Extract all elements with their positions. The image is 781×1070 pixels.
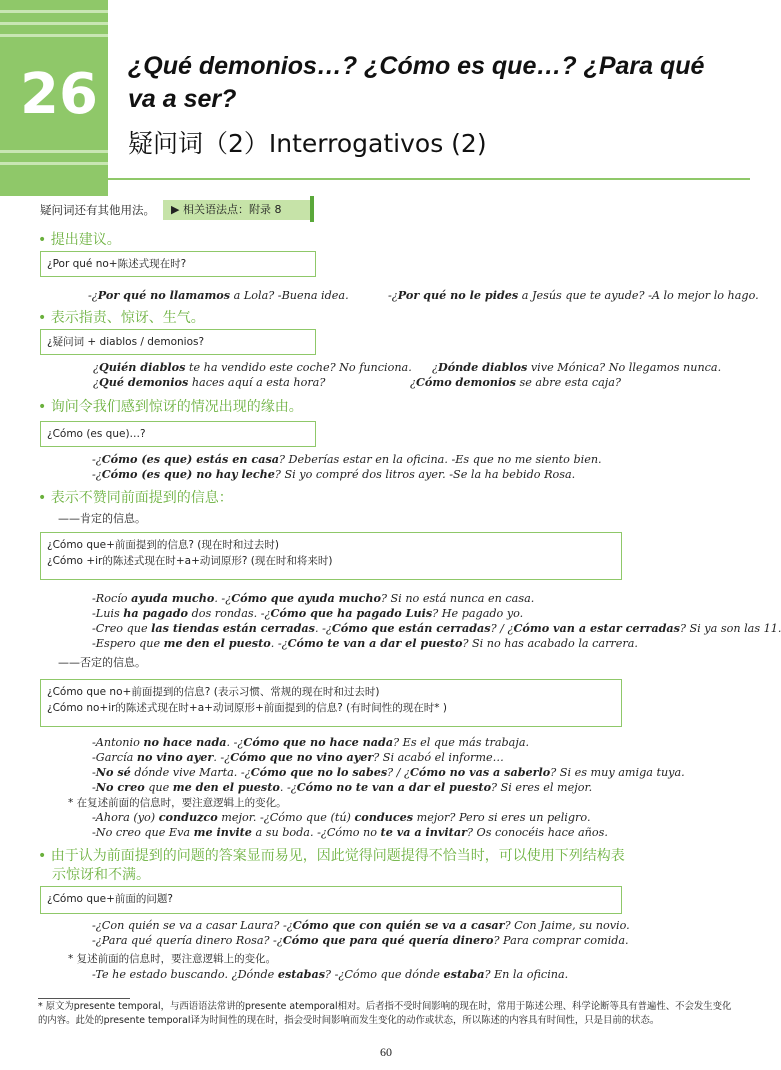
example-line: -¿Cómo (es que) estás en casa? Deberías estar en la oficina. -Es que no me siento bien. (92, 452, 602, 466)
chapter-number: 26 (20, 62, 98, 127)
tip-accent-bar (310, 196, 314, 222)
page-number: 60 (380, 1045, 392, 1059)
pattern-line: ¿Cómo +ir的陈述式现在时+a+动词原形? (现在时和将来时) (47, 555, 333, 567)
decor-stripe (0, 162, 108, 165)
example-line: ¿Cómo demonios se abre esta caja? (410, 375, 621, 389)
affirmative-examples (92, 591, 781, 651)
example-line: -Te he estado buscando. ¿Dónde estabas? -¿Cómo que dónde estaba? En la oficina. (92, 967, 569, 981)
pattern-box: ¿Cómo que+前面的问题? (40, 886, 622, 914)
section-heading-reproach: • 表示指责、惊讶、生气。 (38, 310, 205, 326)
example-line: -Espero que me den el puesto. -¿Cómo te van a dar el puesto? Si no has acabado la carrera. (92, 636, 638, 650)
example-line: -Ahora (yo) conduzco mejor. -¿Cómo que (tú) conduces mejor? Pero si eres un peligro. (92, 810, 591, 824)
example-line: -Antonio no hace nada. -¿Cómo que no hace nada? Es el que más trabaja. (92, 735, 530, 749)
example-line: -Rocío ayuda mucho. -¿Cómo que ayuda mucho? Si no está nunca en casa. (92, 591, 535, 605)
negative-examples (92, 735, 685, 795)
section-heading-cause: • 询问令我们感到惊讶的情况出现的缘由。 (38, 399, 303, 415)
example-line: -¿Por qué no le pides a Jesús que te ayude? -A lo mejor lo hago. (388, 288, 759, 302)
pattern-line: ¿Cómo no+ir的陈述式现在时+a+动词原形+前面提到的信息? (有时间性的现在时* ) (47, 702, 447, 714)
decor-stripe (0, 34, 108, 37)
footnote: * 原文为presente temporal，与西语语法常讲的presente atemporal相对。后者指不受时间影响的现在时，常用于陈述公理、科学论断等具有普遍性、不会发生变化的内容。此处的presente temporal译为时间性的现在时，指会受时间影响而发生变化的动作或状态，所以陈述的内容具有时间性，只是目前的状态。 (38, 1001, 732, 1026)
decor-stripe (0, 150, 108, 153)
decor-stripe (0, 22, 108, 25)
section-heading-suggestion: • 提出建议。 (38, 232, 121, 248)
example-line: ¿Qué demonios haces aquí a esta hora? (93, 375, 326, 389)
subheading-negative: ——否定的信息。 (58, 656, 146, 669)
pattern-line: ¿Cómo que+前面提到的信息? (现在时和过去时) (47, 539, 279, 551)
example-line: -No sé dónde vive Marta. -¿Cómo que no lo sabes? / ¿Cómo no vas a saberlo? Si es muy amiga tuya. (92, 765, 685, 779)
pattern-box-negative (40, 679, 622, 727)
example-line: -Creo que las tiendas están cerradas. -¿Cómo que están cerradas? / ¿Cómo van a estar cerradas? Si ya son las 11. (92, 621, 781, 635)
example-line: -¿Por qué no llamamos a Lola? -Buena idea. (88, 288, 349, 302)
example-line: -Luis ha pagado dos rondas. -¿Cómo que ha pagado Luis? He pagado yo. (92, 606, 524, 620)
section-heading-obvious: • 由于认为前面提到的问题的答案显而易见，因此觉得问题提得不恰当时，可以使用下列结构表 (38, 848, 625, 864)
title-chinese: 疑问词（2）Interrogativos (2) (128, 129, 487, 158)
intro-text: 疑问词还有其他用法。 (40, 203, 155, 217)
pattern-line: ¿Cómo que no+前面提到的信息? (表示习惯、常规的现在时和过去时) (47, 686, 380, 698)
note-logic-change: * 复述前面的信息时，要注意逻辑上的变化。 (68, 953, 277, 965)
decor-stripe (0, 10, 108, 13)
example-line: -¿Cómo (es que) no hay leche? Si yo compré dos litros ayer. -Se la ha bebido Rosa. (92, 467, 576, 481)
note-examples (92, 810, 608, 840)
pattern-box: ¿疑问词 + diablos / demonios? (40, 329, 316, 355)
grammar-reference-tip: ▶ 相关语法点：附录 8 (163, 200, 313, 220)
footnote-divider (38, 998, 130, 999)
note-logic-change: * 在复述前面的信息时，要注意逻辑上的变化。 (68, 797, 287, 809)
example-line: -¿Con quién se va a casar Laura? -¿Cómo que con quién se va a casar? Con Jaime, su novio. (92, 918, 630, 932)
example-line: -García no vino ayer. -¿Cómo que no vino ayer? Si acabó el informe… (92, 750, 504, 764)
example-line: -¿Para qué quería dinero Rosa? -¿Cómo que para qué quería dinero? Para comprar comida. (92, 933, 629, 947)
obvious-examples (92, 918, 630, 948)
subheading-affirmative: ——肯定的信息。 (58, 512, 146, 525)
example-line: -No creo que me den el puesto. -¿Cómo no te van a dar el puesto? Si eres el mejor. (92, 780, 593, 794)
header-divider (108, 178, 750, 180)
pattern-box: ¿Cómo (es que)…? (40, 421, 316, 447)
title-spanish: ¿Qué demonios…? ¿Cómo es que…? ¿Para qué va a ser? (128, 52, 705, 113)
section-heading-disagree: • 表示不赞同前面提到的信息： (38, 490, 233, 506)
section-heading-obvious-cont: 示惊讶和不满。 (52, 867, 150, 883)
pattern-box-affirmative (40, 532, 622, 580)
pattern-box: ¿Por qué no+陈述式现在时? (40, 251, 316, 277)
example-line: ¿Dónde diablos vive Mónica? No llegamos nunca. (432, 360, 722, 374)
example-line: -No creo que Eva me invite a su boda. -¿Cómo no te va a invitar? Os conocéis hace años. (92, 825, 608, 839)
example-line: ¿Quién diablos te ha vendido este coche? No funciona. (93, 360, 412, 374)
